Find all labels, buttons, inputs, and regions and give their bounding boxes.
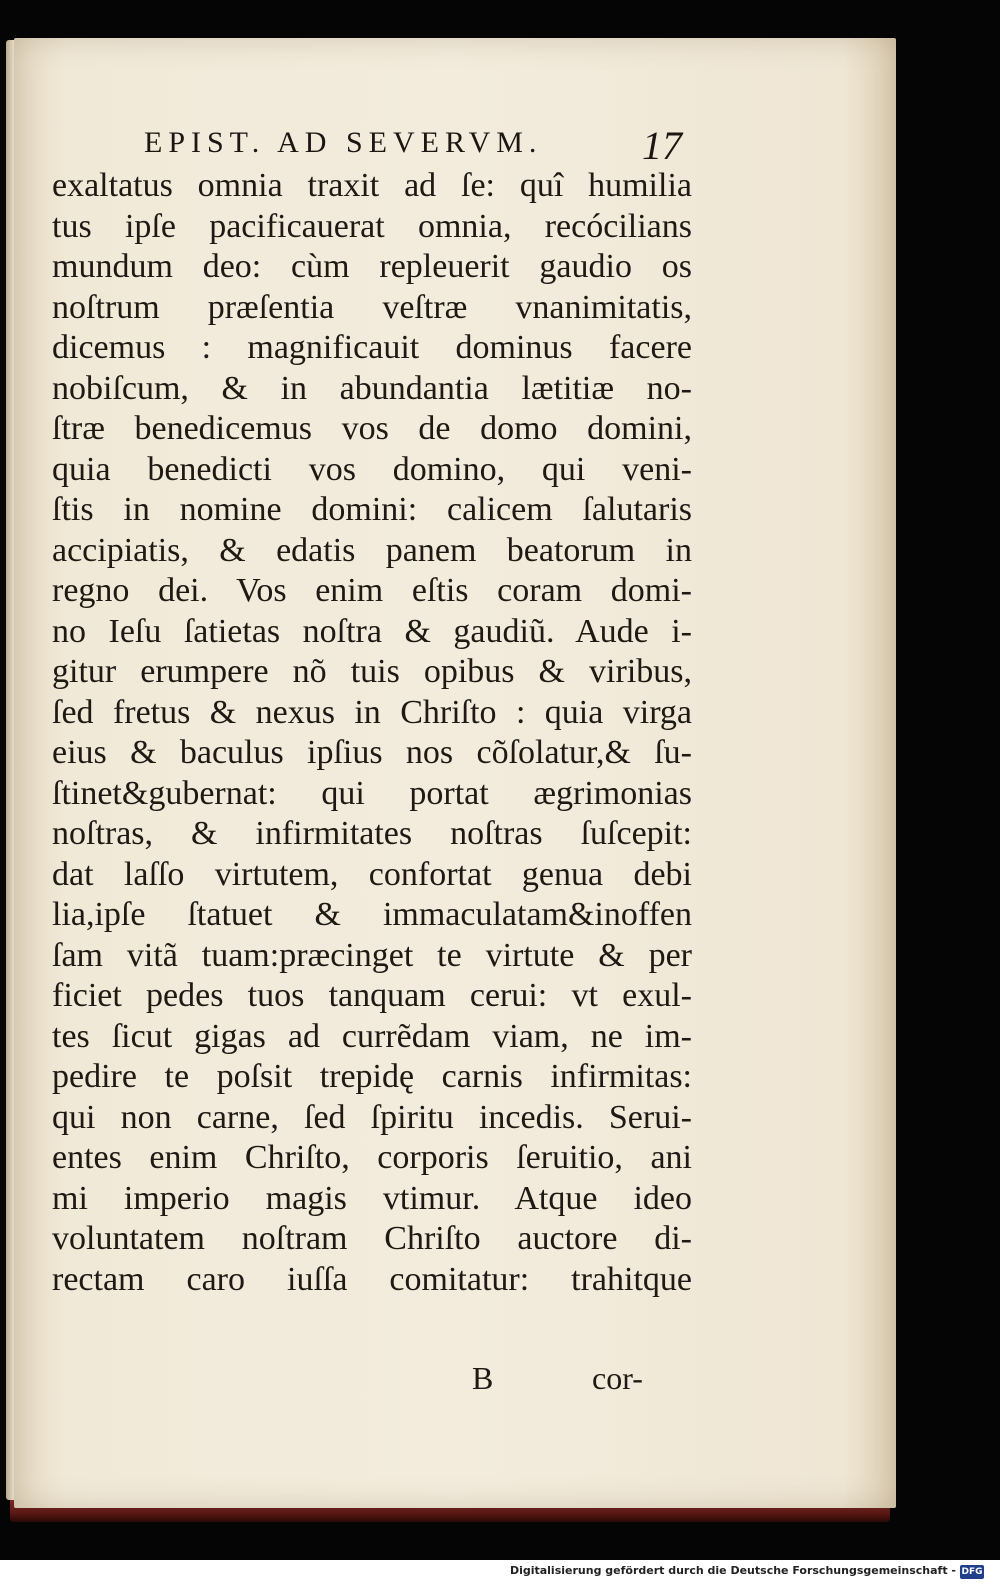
text-line: voluntatem noſtram Chriſto auctore di- [52,1220,692,1257]
page-number: 17 [642,123,682,168]
text-line: no Ieſu ſatietas noſtra & gaudiũ. Aude i- [52,612,692,650]
running-head: EPIST. AD SEVERVM. [144,126,543,159]
text-block [52,166,692,1300]
text-line: exaltatus omnia traxit ad ſe: quî humilia [52,167,692,204]
text-line: rectam caro iuſſa comitatur: trahitque [52,1260,692,1298]
text-line: regno dei. Vos enim eſtis coram domi- [52,572,692,609]
text-line: gitur erumpere nõ tuis opibus & viribus, [52,653,692,690]
text-line: ſam vitã tuam:præcinget te virtute & per [52,936,692,974]
funding-credit: Digitalisierung gefördert durch die Deutsche Forschungsgemeinschaft - [509,1564,956,1577]
text-line: dat laſſo virtutem, confortat genua debi [52,855,692,893]
page-footer-line [14,1360,914,1400]
text-line: ſtis in nomine domini: calicem ſalutaris [52,491,692,528]
text-line: noſtrum præſentia veſtræ vnanimitatis, [52,288,692,326]
text-line: tus ipſe pacificauerat omnia, recócilians [52,207,692,245]
text-line: tes ſicut gigas ad currẽdam viam, ne im- [52,1017,692,1055]
text-line: pedire te poſsit trepidę carnis infirmitas: [52,1058,692,1095]
signature-mark: B [472,1360,494,1396]
text-line: nobiſcum, & in abundantia lætitiæ no- [52,369,692,407]
digitization-footer [0,1560,1000,1584]
dfg-logo: DFG [961,1567,983,1577]
text-line: lia,ipſe ſtatuet & immaculatam&inoffen [52,896,692,933]
text-line: qui non carne, ſed ſpiritu incedis. Serui- [52,1098,692,1136]
book-page [14,38,896,1508]
text-line: mundum deo: cùm repleuerit gaudio os [52,248,692,285]
text-line: noſtras, & infirmitates noſtras ſuſcepit: [52,815,692,852]
text-line: ſed fretus & nexus in Chriſto : quia virga [52,693,692,731]
catchword: cor- [592,1360,643,1396]
text-line: accipiatis, & edatis panem beatorum in [52,531,692,569]
text-line: eius & baculus ipſius nos cõſolatur,& ſu- [52,734,692,771]
text-line: ficiet pedes tuos tanquam cerui: vt exul- [52,977,692,1014]
text-line: mi imperio magis vtimur. Atque ideo [52,1179,692,1217]
text-line: quia benedicti vos domino, qui veni- [52,450,692,488]
text-line: dicemus : magnificauit dominus facere [52,329,692,366]
text-line: entes enim Chriſto, corporis ſeruitio, ani [52,1139,692,1176]
text-line: ſtinet&gubernat: qui portat ægrimonias [52,774,692,812]
text-line: ſtræ benedicemus vos de domo domini, [52,410,692,447]
